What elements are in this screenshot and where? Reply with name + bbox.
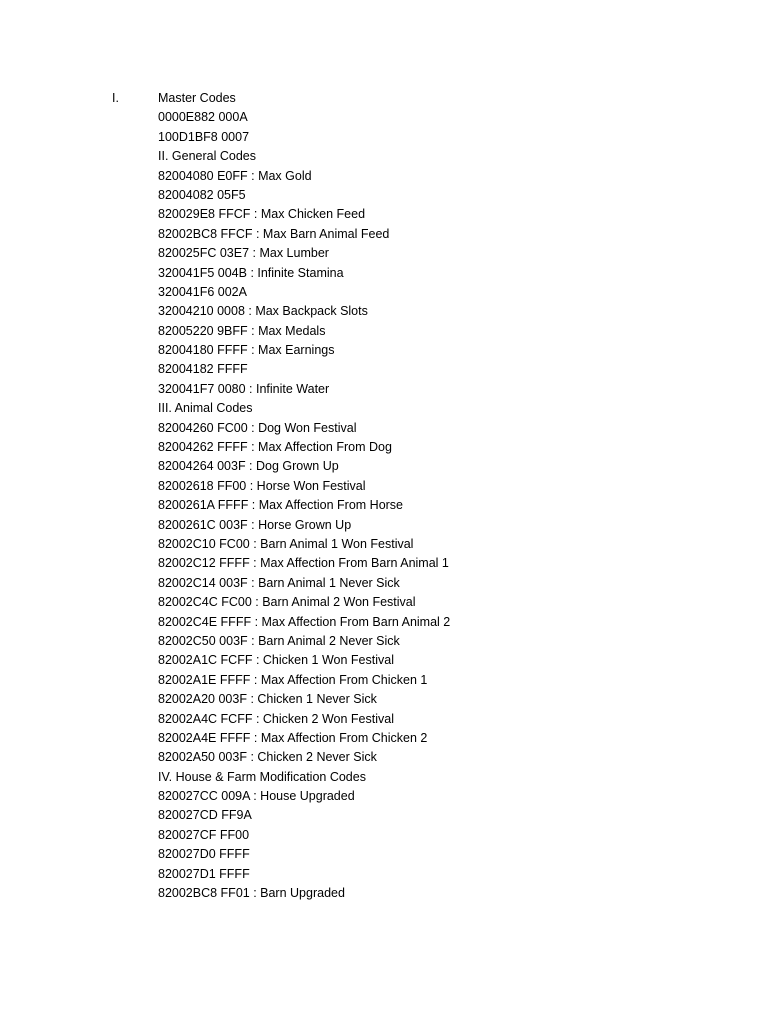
code-line: 8200261C 003F : Horse Grown Up [158, 517, 352, 532]
code-line: 820027CD FF9A [158, 808, 252, 823]
code-line: 82004080 E0FF : Max Gold [158, 168, 312, 183]
code-line: 820027CC 009A : House Upgraded [158, 789, 355, 804]
code-line: Master Codes [158, 91, 236, 105]
code-line: II. General Codes [158, 149, 256, 164]
code-line: 82002C50 003F : Barn Animal 2 Never Sick [158, 633, 400, 648]
code-line: 82002C14 003F : Barn Animal 1 Never Sick [158, 575, 400, 590]
code-line: 820029E8 FFCF : Max Chicken Feed [158, 207, 366, 222]
code-line: 82002C4C FC00 : Barn Animal 2 Won Festival [158, 595, 416, 610]
code-line: III. Animal Codes [158, 401, 253, 416]
code-line: 82002C12 FFFF : Max Affection From Barn Animal 1 [158, 556, 449, 571]
code-line: 82002A1C FCFF : Chicken 1 Won Festival [158, 653, 394, 668]
code-line: 82004182 FFFF [158, 362, 248, 377]
section-marker: I. [112, 91, 119, 105]
code-line: 32004210 0008 : Max Backpack Slots [158, 304, 368, 319]
code-line: 8200261A FFFF : Max Affection From Horse [158, 498, 404, 513]
code-line: 820027D1 FFFF [158, 866, 250, 881]
code-line: 320041F7 0080 : Infinite Water [158, 381, 330, 396]
code-line: 82005220 9BFF : Max Medals [158, 323, 326, 338]
code-line: 320041F6 002A [158, 284, 247, 299]
code-line: 82004180 FFFF : Max Earnings [158, 343, 335, 358]
code-line: 820025FC 03E7 : Max Lumber [158, 246, 329, 261]
code-line: 82004264 003F : Dog Grown Up [158, 459, 339, 474]
code-line: 82004082 05F5 [158, 187, 246, 202]
code-line: 82002A4C FCFF : Chicken 2 Won Festival [158, 711, 394, 726]
code-line: 82004262 FFFF : Max Affection From Dog [158, 440, 392, 455]
code-line: 82004260 FC00 : Dog Won Festival [158, 420, 357, 435]
code-line: 82002618 FF00 : Horse Won Festival [158, 478, 366, 493]
code-line: 100D1BF8 0007 [158, 129, 250, 144]
code-line: 82002A4E FFFF : Max Affection From Chicken 2 [158, 730, 428, 745]
code-list [158, 89, 450, 903]
code-line: 82002A1E FFFF : Max Affection From Chicken 1 [158, 672, 428, 687]
code-line: 82002BC8 FFCF : Max Barn Animal Feed [158, 226, 390, 241]
code-line: 320041F5 004B : Infinite Stamina [158, 265, 344, 280]
code-line: 82002A50 003F : Chicken 2 Never Sick [158, 750, 377, 765]
code-line: 82002C10 FC00 : Barn Animal 1 Won Festival [158, 536, 414, 551]
code-line: 82002C4E FFFF : Max Affection From Barn Animal 2 [158, 614, 451, 629]
code-line: 0000E882 000A [158, 110, 248, 125]
code-line: 82002A20 003F : Chicken 1 Never Sick [158, 692, 377, 707]
code-line: IV. House & Farm Modification Codes [158, 769, 366, 784]
code-line: 820027CF FF00 [158, 827, 250, 842]
code-line: 82002BC8 FF01 : Barn Upgraded [158, 886, 345, 901]
code-line: 820027D0 FFFF [158, 847, 250, 862]
